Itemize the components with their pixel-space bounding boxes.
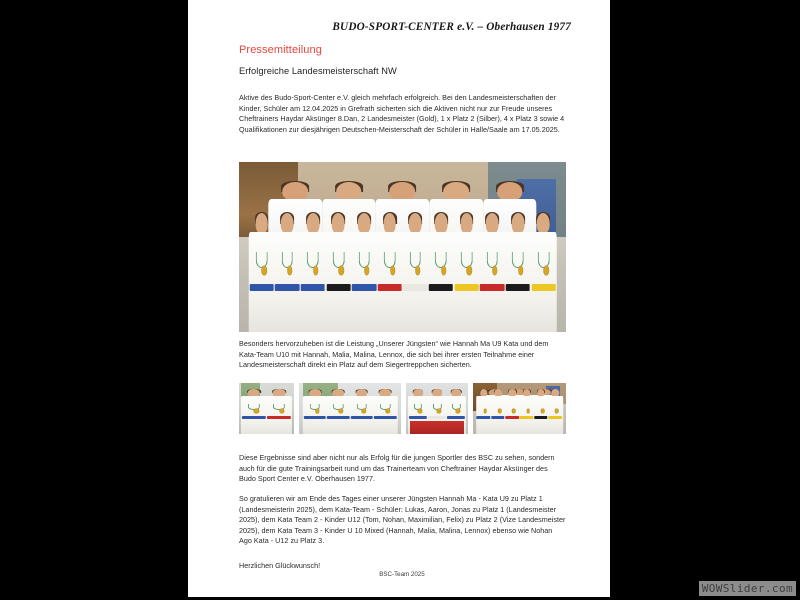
thumb-team-group bbox=[473, 383, 566, 434]
photo-front-row bbox=[239, 213, 566, 332]
belt-red bbox=[505, 416, 519, 419]
medal bbox=[386, 409, 390, 412]
belt-blue bbox=[249, 284, 273, 291]
karate-gi bbox=[325, 232, 352, 332]
medal bbox=[518, 266, 522, 275]
thumb-podium bbox=[406, 383, 468, 434]
belt-red bbox=[378, 284, 402, 291]
karate-gi bbox=[300, 232, 327, 332]
karate-gi bbox=[350, 396, 374, 434]
page-content bbox=[233, 0, 571, 597]
belt-blue bbox=[409, 416, 428, 419]
belt-blue bbox=[327, 416, 349, 419]
medal bbox=[280, 409, 284, 412]
karate-gi bbox=[241, 396, 267, 434]
medal-ribbon bbox=[461, 252, 473, 268]
belt-blue bbox=[491, 416, 505, 419]
belt-blue bbox=[447, 416, 466, 419]
person-athlete bbox=[299, 213, 327, 332]
medal-ribbon bbox=[512, 252, 524, 268]
person-athlete bbox=[530, 213, 558, 332]
belt-red bbox=[267, 416, 291, 419]
medal-ribbon bbox=[281, 252, 293, 268]
press-release-page bbox=[188, 0, 610, 597]
person-athlete bbox=[402, 213, 430, 332]
belt-red bbox=[480, 284, 504, 291]
karate-gi bbox=[351, 232, 378, 332]
medal bbox=[555, 409, 557, 412]
wowslider-watermark: WOWSlider.com bbox=[699, 581, 796, 596]
belt-blue bbox=[351, 416, 373, 419]
karate-gi bbox=[547, 396, 563, 434]
karate-gi bbox=[479, 232, 506, 332]
medal bbox=[484, 409, 486, 412]
karate-gi bbox=[248, 232, 275, 332]
medal-ribbon bbox=[384, 252, 396, 268]
medal bbox=[339, 266, 343, 275]
medal bbox=[362, 409, 366, 412]
medal bbox=[313, 266, 317, 275]
karate-gi bbox=[266, 396, 292, 434]
belt-blue bbox=[301, 284, 325, 291]
medal bbox=[456, 409, 459, 412]
medal bbox=[254, 409, 258, 412]
person-athlete bbox=[427, 213, 455, 332]
karate-gi bbox=[303, 396, 327, 434]
medal bbox=[288, 266, 292, 275]
medal bbox=[493, 266, 497, 275]
group-photo-landesmeisterschaft bbox=[239, 162, 566, 332]
person-athlete bbox=[302, 389, 327, 434]
medal bbox=[541, 409, 543, 412]
document-header: BUDO-SPORT-CENTER e.V. – Oberhausen 1977 bbox=[332, 21, 571, 33]
belt-blue bbox=[477, 416, 491, 419]
karate-gi bbox=[505, 232, 532, 332]
medal-ribbon bbox=[358, 252, 370, 268]
person-athlete bbox=[372, 389, 397, 434]
belt-black bbox=[429, 284, 453, 291]
medal-ribbon bbox=[307, 252, 319, 268]
person-athlete bbox=[504, 213, 532, 332]
paragraph-results: Diese Ergebnisse sind aber nicht nur als Erfolg für die jungen Sportler des BSC zu sehen, sondern auch für die gute Trainingsarbeit rund um das Trainerteam von Cheftrainer Haydar Aksünger des Budo Sport Center e.V. Oberhausen 1977. bbox=[239, 453, 555, 484]
paragraph-congratulations: So gratulieren wir am Ende des Tages einer unserer Jüngsten Hannah Ma - Kata U9 zu Platz 1 (Landesmeisterin 2025), dem Kata-Team - Schüler: Lukas, Aaron, Jonas zu Platz 1 (Landesmeister 2025), dem Kata Team 2 - Kinder U12 (Tom, Nohan, Maximilian, Felix) zu Platz 2 (Vize Landesmeister 2025), dem Kata Team 3 - Kinder U 10 Mixed (Hannah, Malia, Malina, Lennox) ebenso wie Nohan Ago Kata - U12 zu Platz 3. bbox=[239, 494, 566, 546]
karate-gi bbox=[428, 232, 455, 332]
medal bbox=[416, 266, 420, 275]
medal-ribbon bbox=[435, 252, 447, 268]
document-subtitle: Erfolgreiche Landesmeisterschaft NW bbox=[239, 66, 397, 76]
person-athlete bbox=[349, 389, 374, 434]
person-athlete bbox=[453, 213, 481, 332]
belt-black bbox=[326, 284, 350, 291]
person-athlete bbox=[273, 213, 301, 332]
belt-black bbox=[506, 284, 530, 291]
belt-blue bbox=[374, 416, 396, 419]
karate-gi bbox=[453, 232, 480, 332]
medal-ribbon bbox=[538, 252, 550, 268]
medal bbox=[527, 409, 529, 412]
medal-ribbon bbox=[410, 252, 422, 268]
belt-yellow bbox=[519, 416, 533, 419]
person-athlete bbox=[326, 389, 351, 434]
medal bbox=[513, 409, 515, 412]
belt-yellow bbox=[454, 284, 478, 291]
person-athlete bbox=[376, 213, 404, 332]
medal bbox=[390, 266, 394, 275]
belt-white bbox=[403, 284, 427, 291]
person-athlete bbox=[248, 213, 276, 332]
medal bbox=[339, 409, 343, 412]
medal bbox=[418, 409, 421, 412]
karate-gi bbox=[274, 232, 301, 332]
medal bbox=[315, 409, 319, 412]
karate-gi bbox=[326, 396, 350, 434]
paragraph-youngest: Besonders hervorzuheben ist die Leistung „Unserer Jüngsten“ wie Hannah Ma U9 Kata und dem Kata-Team U10 mit Hannah, Malia, Malina, Lennox, die sich bei ihrer ersten Teilnahme einer Landesmeisterschaft direkt ein Platz auf dem Siegertreppchen sicherten. bbox=[239, 339, 549, 370]
person-athlete bbox=[350, 213, 378, 332]
paragraph-intro: Aktive des Budo-Sport-Center e.V. gleich mehrfach erfolgreich. Bei den Landesmeisterschaften der Kinder, Schüler am 12.04.2025 in Grefrath sicherten sich die Aktiven nicht nur zur Freude unseres Cheftrainers Haydar Aksünger 8.Dan, 2 Landesmeister (Gold), 1 x Platz 2 (Silber), 4 x Platz 3 sowie 4 Qualifikationen zur diesjährigen Deutschen-Meisterschaft der Schüler in Halle/Saale am 17.05.2025. bbox=[239, 93, 565, 134]
belt-blue bbox=[304, 416, 326, 419]
thumb-two-athletes bbox=[239, 383, 294, 434]
belt-yellow bbox=[531, 284, 555, 291]
karate-gi bbox=[402, 232, 429, 332]
photo-front-row bbox=[473, 389, 566, 434]
belt-white bbox=[428, 416, 447, 419]
paragraph-final: Herzlichen Glückwunsch! bbox=[239, 561, 321, 570]
document-credit: BSC-Team 2025 bbox=[379, 571, 425, 578]
karate-gi bbox=[530, 232, 557, 332]
thumb-four-athletes bbox=[299, 383, 401, 434]
person-athlete bbox=[547, 389, 563, 434]
belt-yellow bbox=[548, 416, 562, 419]
karate-gi bbox=[373, 396, 397, 434]
medal bbox=[262, 266, 266, 275]
medal bbox=[467, 266, 471, 275]
person-athlete bbox=[478, 213, 506, 332]
medal-ribbon bbox=[256, 252, 268, 268]
medal-ribbon bbox=[333, 252, 345, 268]
photo-athlete-row bbox=[239, 389, 294, 434]
medal bbox=[498, 409, 500, 412]
photo-athlete-row bbox=[299, 389, 401, 434]
belt-blue bbox=[352, 284, 376, 291]
medal-ribbon bbox=[486, 252, 498, 268]
person-athlete bbox=[325, 213, 353, 332]
person-athlete bbox=[240, 389, 267, 434]
medal bbox=[544, 266, 548, 275]
person-athlete bbox=[266, 389, 293, 434]
medal bbox=[365, 266, 369, 275]
karate-gi bbox=[376, 232, 403, 332]
podium bbox=[410, 421, 465, 434]
belt-blue bbox=[242, 416, 266, 419]
belt-blue bbox=[275, 284, 299, 291]
medal bbox=[442, 266, 446, 275]
page-title: Pressemitteilung bbox=[239, 44, 322, 56]
belt-black bbox=[534, 416, 548, 419]
medal bbox=[437, 409, 440, 412]
